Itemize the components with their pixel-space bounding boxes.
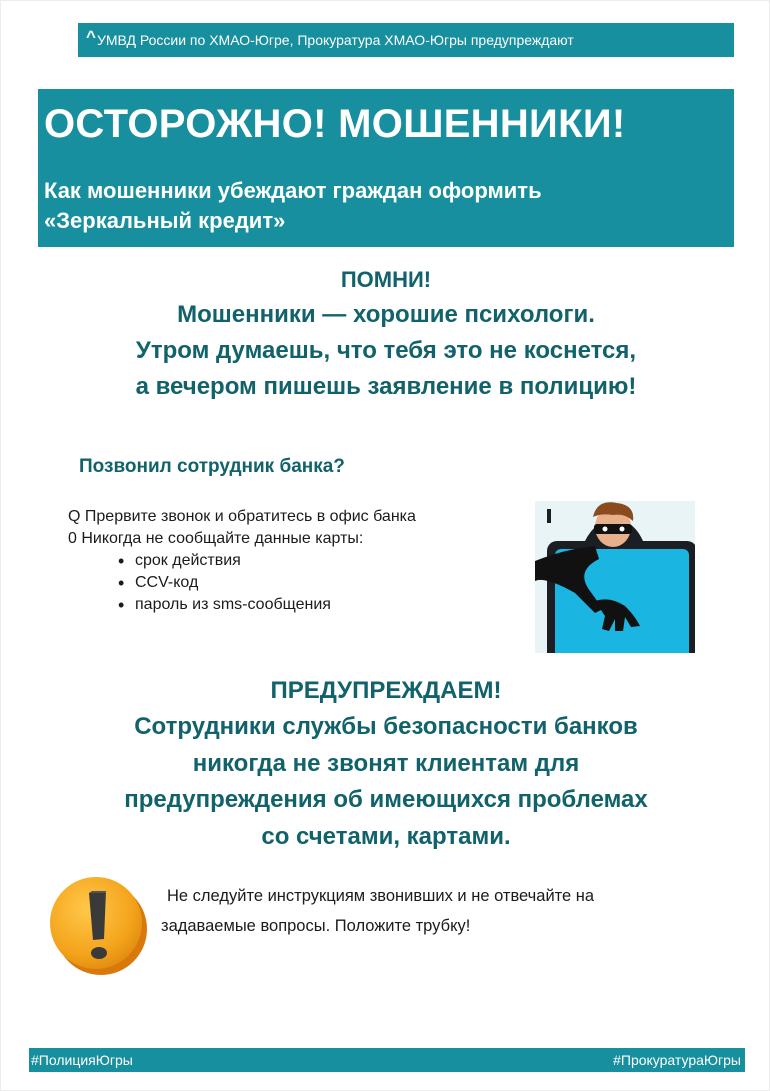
- hero-block: [38, 89, 734, 247]
- thief-phone-illustration: [535, 501, 695, 653]
- subtitle: [44, 176, 728, 236]
- advice-step: 0 Никогда не сообщайте данные карты:: [68, 530, 364, 547]
- remember-block: [1, 263, 770, 405]
- warning-title: ПРЕДУПРЕЖДАЕМ!: [270, 677, 502, 704]
- remember-title: ПОМНИ!: [340, 267, 432, 292]
- exclamation-icon: [44, 869, 154, 979]
- list-item: • пароль из sms-сообщения: [118, 594, 508, 616]
- banner-text: УМВД России по ХМАО-Югре, Прокуратура ХМАО-Югры предупреждают: [96, 32, 574, 48]
- warning-line: Сотрудники службы безопасности банков: [134, 713, 638, 740]
- list-item: • CCV-код: [118, 572, 508, 594]
- remember-line: а вечером пишешь заявление в полицию!: [135, 373, 637, 400]
- subtitle-line-1: Как мошенники убеждают граждан оформить: [44, 178, 542, 203]
- remember-line: Утром думаешь, что тебя это не коснется,: [135, 337, 637, 364]
- list-item: • срок действия: [118, 550, 508, 572]
- hashtag-prosecutor: #ПрокуратураЮгры: [613, 1052, 741, 1068]
- warning-line: со счетами, картами.: [261, 822, 511, 850]
- advice-step: Q Прервите звонок и обратитесь в офис банка: [68, 508, 416, 525]
- final-note-line-2: задаваемые вопросы. Положите трубку!: [161, 917, 471, 935]
- top-banner: [78, 23, 734, 57]
- caret-glyph: ^: [86, 27, 96, 46]
- warning-line: никогда не звонят клиентам для: [192, 749, 580, 777]
- warning-line: предупреждения об имеющихся проблемах: [124, 786, 648, 813]
- warning-block: [1, 673, 770, 855]
- remember-line: Мошенники — хорошие психологи.: [177, 301, 595, 328]
- final-note: [161, 881, 701, 941]
- card-data-list: [118, 550, 508, 616]
- final-note-line-1: Не следуйте инструкциям звонивших и не отвечайте на: [167, 887, 595, 905]
- main-title: ОСТОРОЖНО! МОШЕННИКИ!: [44, 102, 626, 146]
- hashtag-police: #ПолицияЮгры: [31, 1052, 133, 1068]
- bank-call-heading: Позвонил сотрудник банка?: [79, 456, 345, 477]
- subtitle-line-2: «Зеркальный кредит»: [44, 208, 286, 233]
- advice-list: [68, 506, 508, 616]
- footer-bar: [29, 1048, 745, 1072]
